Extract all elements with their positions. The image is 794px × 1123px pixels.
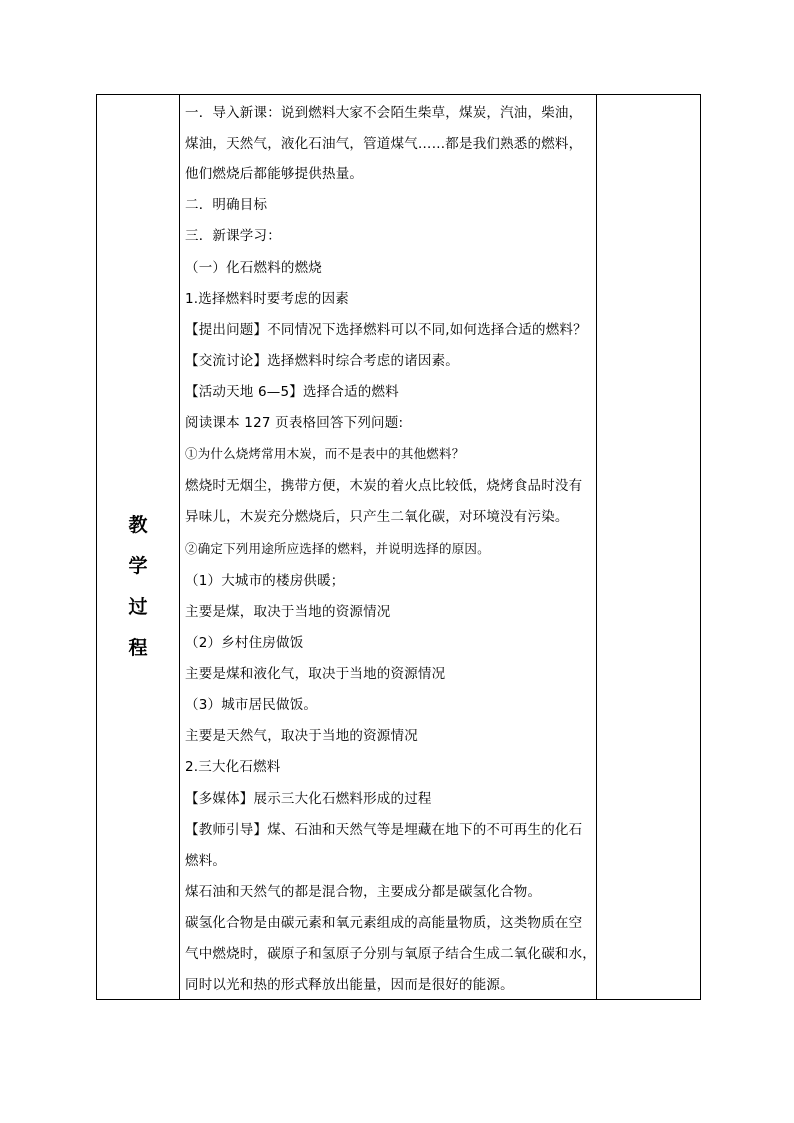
text-line: 同时以光和热的形式释放出能量，因而是很好的能源。 <box>185 977 514 993</box>
text-line: 主要是天然气，取决于当地的资源情况 <box>185 728 418 744</box>
section-label-char: 程 <box>128 637 148 659</box>
text-line: 他们燃烧后都能够提供热量。 <box>185 166 364 182</box>
text-line: 【多媒体】展示三大化石燃料形成的过程 <box>185 791 432 807</box>
text-line: 主要是煤，取决于当地的资源情况 <box>185 604 391 620</box>
section-label-char: 学 <box>128 555 148 577</box>
text-line: 【教师引导】煤、石油和天然气等是埋藏在地下的不可再生的化石 <box>185 822 583 838</box>
text-line: 一．导入新课：说到燃料大家不会陌生柴草，煤炭，汽油，柴油， <box>185 105 583 121</box>
text-line: （2）乡村住房做饭 <box>185 635 304 651</box>
text-line: 异味儿，木炭充分燃烧后，只产生二氧化碳，对环境没有污染。 <box>185 509 569 525</box>
lesson-table <box>96 94 701 1000</box>
text-line: （1）大城市的楼房供暖； <box>185 573 345 589</box>
text-line: 阅读课本 127 页表格回答下列问题: <box>185 415 404 431</box>
section-label-char: 过 <box>128 596 148 618</box>
text-line: 【交流讨论】选择燃料时综合考虑的诸因素。 <box>185 353 459 369</box>
text-line: （一）化石燃料的燃烧 <box>185 260 322 276</box>
text-line: 煤石油和天然气的都是混合物，主要成分都是碳氢化合物。 <box>185 884 542 900</box>
text-line: 【提出问题】不同情况下选择燃料可以不同,如何选择合适的燃料？ <box>185 322 587 338</box>
text-line: 燃料。 <box>185 853 227 869</box>
column-divider <box>179 95 180 999</box>
text-line: 三．新课学习： <box>185 228 281 244</box>
text-line: 二．明确目标 <box>185 197 268 213</box>
text-line: 1.选择燃料时要考虑的因素 <box>185 291 349 307</box>
section-label-char: 教 <box>128 514 148 536</box>
text-line: ②确定下列用途所应选择的燃料，并说明选择的原因。 <box>185 541 490 556</box>
text-line: 碳氢化合物是由碳元素和氧元素组成的高能量物质，这类物质在空 <box>185 915 583 931</box>
text-line: 2.三大化石燃料 <box>185 759 281 775</box>
text-line: 【活动天地 6—5】选择合适的燃料 <box>185 384 399 400</box>
text-line: 燃烧时无烟尘，携带方便，木炭的着火点比较低，烧烤食品时没有 <box>185 478 583 494</box>
column-divider <box>596 95 597 999</box>
text-line: ①为什么烧烤常用木炭，而不是表中的其他燃料？ <box>185 446 465 461</box>
text-line: 气中燃烧时，碳原子和氢原子分别与氧原子结合生成二氧化碳和水， <box>185 946 596 962</box>
text-line: （3）城市居民做饭。 <box>185 697 318 713</box>
section-label-cell <box>97 95 179 999</box>
text-line: 煤油，天然气，液化石油气，管道煤气……都是我们熟悉的燃料， <box>185 136 583 152</box>
text-line: 主要是煤和液化气，取决于当地的资源情况 <box>185 666 446 682</box>
